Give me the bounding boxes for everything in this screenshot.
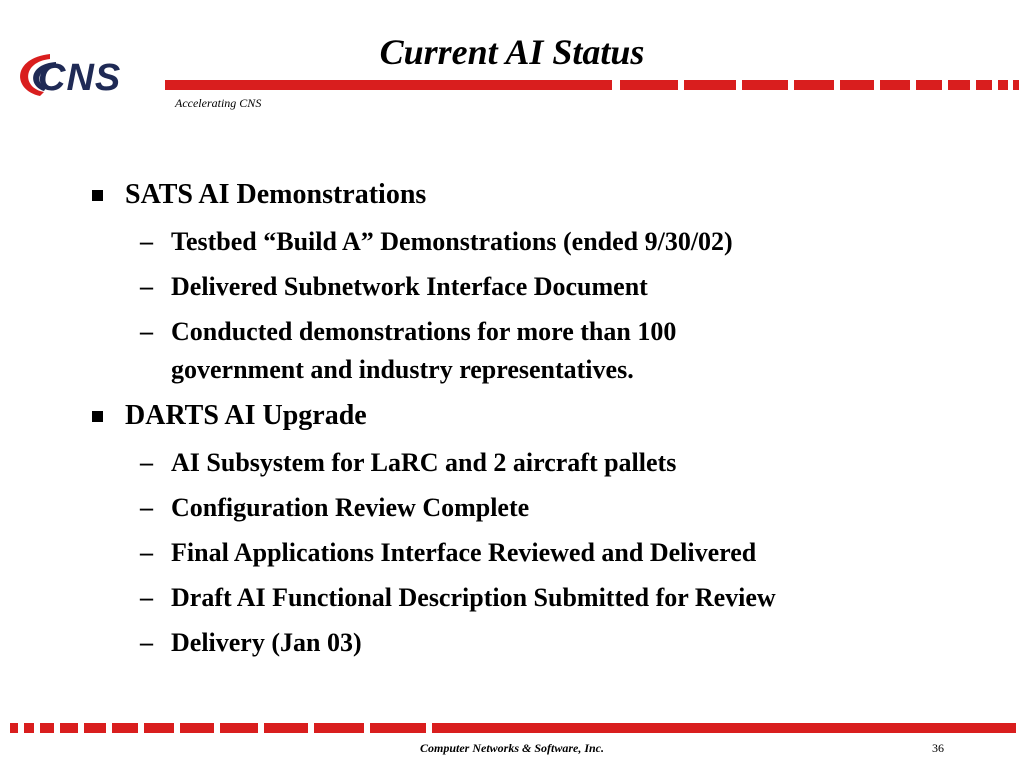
sub-bullet-text: Conducted demonstrations for more than 100 government and industry representatives.: [171, 317, 677, 384]
dash-bullet-icon: –: [140, 317, 153, 346]
bullet-text: DARTS AI Upgrade: [125, 400, 367, 431]
dash-bullet-icon: –: [140, 493, 153, 522]
dash-bullet-icon: –: [140, 448, 153, 477]
dash-bullet-icon: –: [140, 538, 153, 567]
sub-bullet-item: [90, 489, 990, 527]
sub-bullet-item: [90, 444, 990, 482]
bullet-item: [90, 174, 990, 216]
bottom-dashed-rule: [10, 723, 1016, 733]
sub-bullet-text: Final Applications Interface Reviewed and Delivered: [171, 538, 757, 567]
page-number: 36: [932, 741, 944, 755]
dash-bullet-icon: –: [140, 227, 153, 256]
tagline: Accelerating CNS: [175, 96, 262, 110]
dash-bullet-icon: –: [140, 272, 153, 301]
square-bullet-icon: [92, 190, 103, 201]
sub-bullet-item: [90, 313, 811, 389]
top-dashed-rule: [165, 80, 1020, 90]
sub-bullet-item: [90, 624, 990, 662]
dash-bullet-icon: –: [140, 628, 153, 657]
slide-title: Current AI Status: [379, 32, 645, 72]
sub-bullet-text: Draft AI Functional Description Submitted for Review: [171, 583, 776, 612]
sub-bullet-text: Testbed “Build A” Demonstrations (ended 9/30/02): [171, 227, 733, 256]
sub-bullet-text: Delivery (Jan 03): [171, 628, 362, 657]
slide-content: [90, 172, 990, 662]
bullet-item: [90, 395, 990, 437]
dash-bullet-icon: –: [140, 583, 153, 612]
sub-bullet-item: [90, 268, 990, 306]
sub-bullet-text: AI Subsystem for LaRC and 2 aircraft pallets: [171, 448, 677, 477]
sub-bullet-item: [90, 223, 990, 261]
bullet-text: SATS AI Demonstrations: [125, 179, 427, 210]
footer-company: Computer Networks & Software, Inc.: [419, 741, 605, 755]
square-bullet-icon: [92, 411, 103, 422]
logo-text: CNS: [38, 57, 122, 99]
sub-bullet-item: [90, 534, 990, 572]
sub-bullet-text: Delivered Subnetwork Interface Document: [171, 272, 648, 301]
sub-bullet-item: [90, 579, 990, 617]
sub-bullet-text: Configuration Review Complete: [171, 493, 530, 522]
